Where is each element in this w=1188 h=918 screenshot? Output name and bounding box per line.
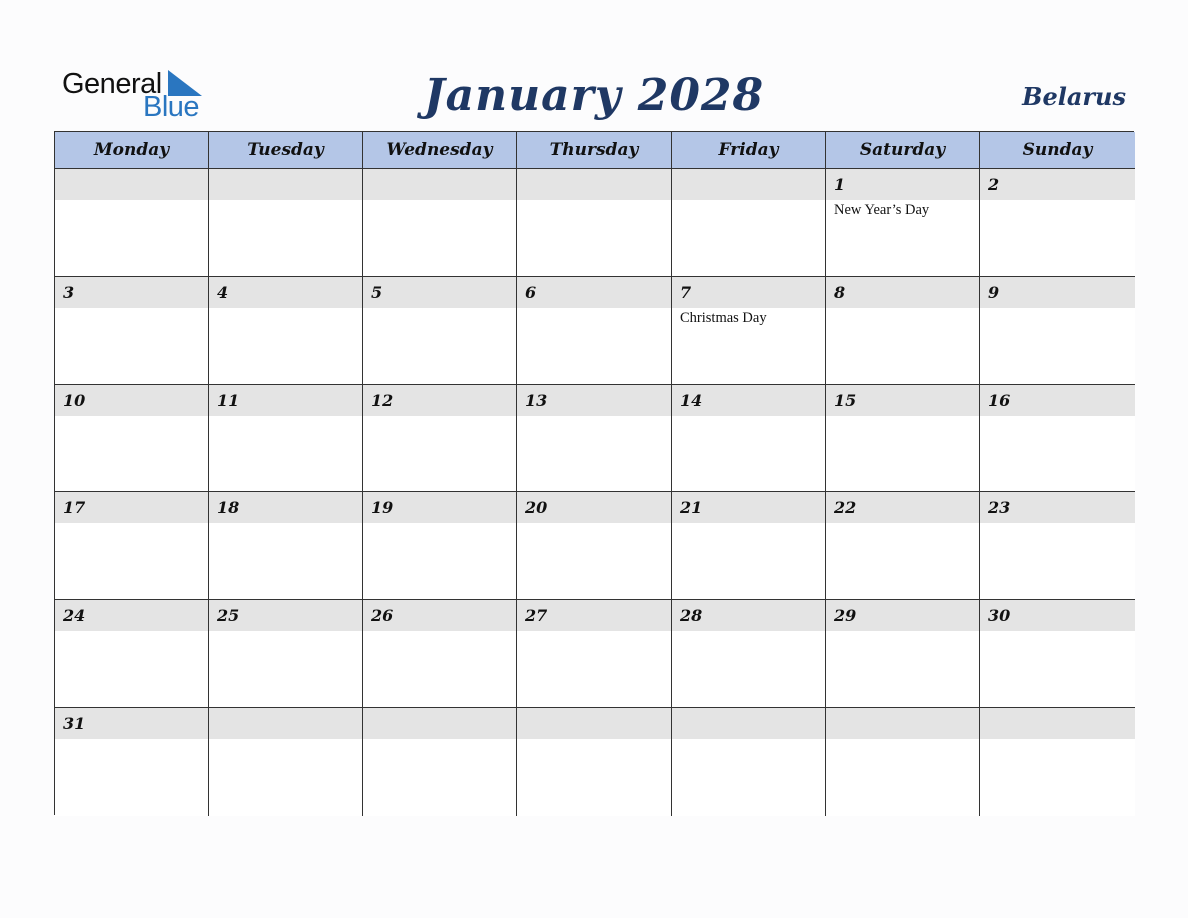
day-cell [980, 600, 1135, 708]
day-number: 9 [988, 282, 1000, 302]
day-cell [672, 708, 826, 816]
day-number: 29 [834, 606, 857, 626]
day-cell [672, 600, 826, 708]
day-number: 16 [988, 390, 1011, 410]
day-number-band [55, 492, 208, 523]
day-cell [517, 708, 672, 816]
day-cell [209, 600, 363, 708]
weekday-header: Saturday [826, 132, 980, 169]
day-number: 5 [371, 282, 383, 302]
day-number-band [363, 600, 516, 631]
day-cell [363, 277, 517, 385]
day-cell [980, 277, 1135, 385]
day-number-band [517, 600, 671, 631]
day-number-band [209, 277, 362, 308]
day-cell [980, 169, 1135, 277]
day-number: 25 [217, 606, 240, 626]
day-cell [363, 708, 517, 816]
day-cell [826, 277, 980, 385]
day-number-band [826, 708, 979, 739]
holiday-label: Christmas Day [680, 309, 767, 326]
day-cell [209, 385, 363, 493]
day-number: 27 [525, 606, 548, 626]
day-number-band [517, 277, 671, 308]
weekday-header: Thursday [517, 132, 672, 169]
day-cell [209, 492, 363, 600]
calendar-title: January 2028 [423, 70, 765, 121]
day-cell [55, 708, 209, 816]
day-number-band [363, 385, 516, 416]
day-number-band [517, 385, 671, 416]
day-number-band [980, 169, 1135, 200]
day-number-band [826, 277, 979, 308]
day-number-band [363, 169, 516, 200]
day-number-band [55, 277, 208, 308]
day-number: 19 [371, 498, 394, 518]
weekday-header: Friday [672, 132, 826, 169]
day-cell [517, 277, 672, 385]
weekday-header: Tuesday [209, 132, 363, 169]
day-number-band [980, 600, 1135, 631]
day-cell [517, 385, 672, 493]
day-number-band [980, 277, 1135, 308]
day-number-band [209, 169, 362, 200]
day-number-band [672, 492, 825, 523]
day-number-band [363, 492, 516, 523]
day-number: 7 [680, 282, 692, 302]
day-cell [517, 492, 672, 600]
weekday-header: Wednesday [363, 132, 517, 169]
day-number-band [363, 708, 516, 739]
day-number-band [55, 385, 208, 416]
day-number: 14 [680, 390, 703, 410]
day-cell [672, 385, 826, 493]
day-cell [980, 492, 1135, 600]
day-number: 12 [371, 390, 394, 410]
day-number-band [672, 277, 825, 308]
day-cell [209, 708, 363, 816]
weekday-header: Sunday [980, 132, 1135, 169]
day-number-band [363, 277, 516, 308]
day-cell [980, 385, 1135, 493]
day-number: 10 [63, 390, 86, 410]
day-cell [672, 277, 826, 385]
day-number-band [517, 708, 671, 739]
day-cell [209, 277, 363, 385]
day-number: 18 [217, 498, 240, 518]
day-number-band [826, 169, 979, 200]
day-number: 23 [988, 498, 1011, 518]
day-cell [980, 708, 1135, 816]
day-number: 20 [525, 498, 548, 518]
day-number-band [826, 492, 979, 523]
day-number-band [55, 600, 208, 631]
day-cell [363, 385, 517, 493]
day-number-band [826, 600, 979, 631]
day-cell [826, 600, 980, 708]
day-cell [55, 169, 209, 277]
day-number: 22 [834, 498, 857, 518]
weekday-header: Monday [55, 132, 209, 169]
day-number-band [980, 492, 1135, 523]
day-number: 24 [63, 606, 86, 626]
country-name: Belarus [1022, 82, 1126, 111]
holiday-label: New Year’s Day [834, 202, 930, 218]
day-cell [517, 600, 672, 708]
day-number: 21 [680, 498, 703, 518]
day-number-band [517, 492, 671, 523]
day-number: 31 [63, 713, 86, 733]
day-number-band [209, 708, 362, 739]
day-number-band [672, 708, 825, 739]
day-number: 8 [834, 282, 846, 302]
day-number: 1 [834, 175, 846, 194]
day-number-band [55, 708, 208, 739]
day-number-band [672, 600, 825, 631]
day-cell [826, 385, 980, 493]
day-number: 2 [988, 175, 1000, 194]
day-number: 28 [680, 606, 703, 626]
day-cell [55, 385, 209, 493]
day-number-band [209, 385, 362, 416]
day-number: 17 [63, 498, 86, 518]
day-cell [363, 600, 517, 708]
day-cell [55, 277, 209, 385]
day-number-band [672, 169, 825, 200]
day-number-band [517, 169, 671, 200]
day-cell [672, 492, 826, 600]
day-number-band [980, 385, 1135, 416]
logo-text-general: General [62, 68, 162, 100]
day-cell [517, 169, 672, 277]
day-number: 13 [525, 390, 548, 410]
day-number-band [672, 385, 825, 416]
day-number-band [209, 492, 362, 523]
day-cell [209, 169, 363, 277]
day-number: 26 [371, 606, 394, 626]
day-number-band [826, 385, 979, 416]
day-number: 30 [988, 606, 1011, 626]
day-number: 3 [63, 282, 75, 302]
day-cell [55, 492, 209, 600]
logo-text-blue: Blue [143, 91, 200, 123]
calendar-grid [54, 131, 1134, 815]
day-number: 4 [217, 282, 229, 302]
day-cell [55, 600, 209, 708]
day-number-band [55, 169, 208, 200]
day-cell [826, 492, 980, 600]
day-number: 11 [217, 390, 240, 410]
day-cell [826, 169, 980, 277]
day-number-band [209, 600, 362, 631]
day-number: 15 [834, 390, 857, 410]
day-number-band [980, 708, 1135, 739]
day-number: 6 [525, 282, 537, 302]
day-cell [363, 492, 517, 600]
day-cell [363, 169, 517, 277]
day-cell [826, 708, 980, 816]
day-cell [672, 169, 826, 277]
